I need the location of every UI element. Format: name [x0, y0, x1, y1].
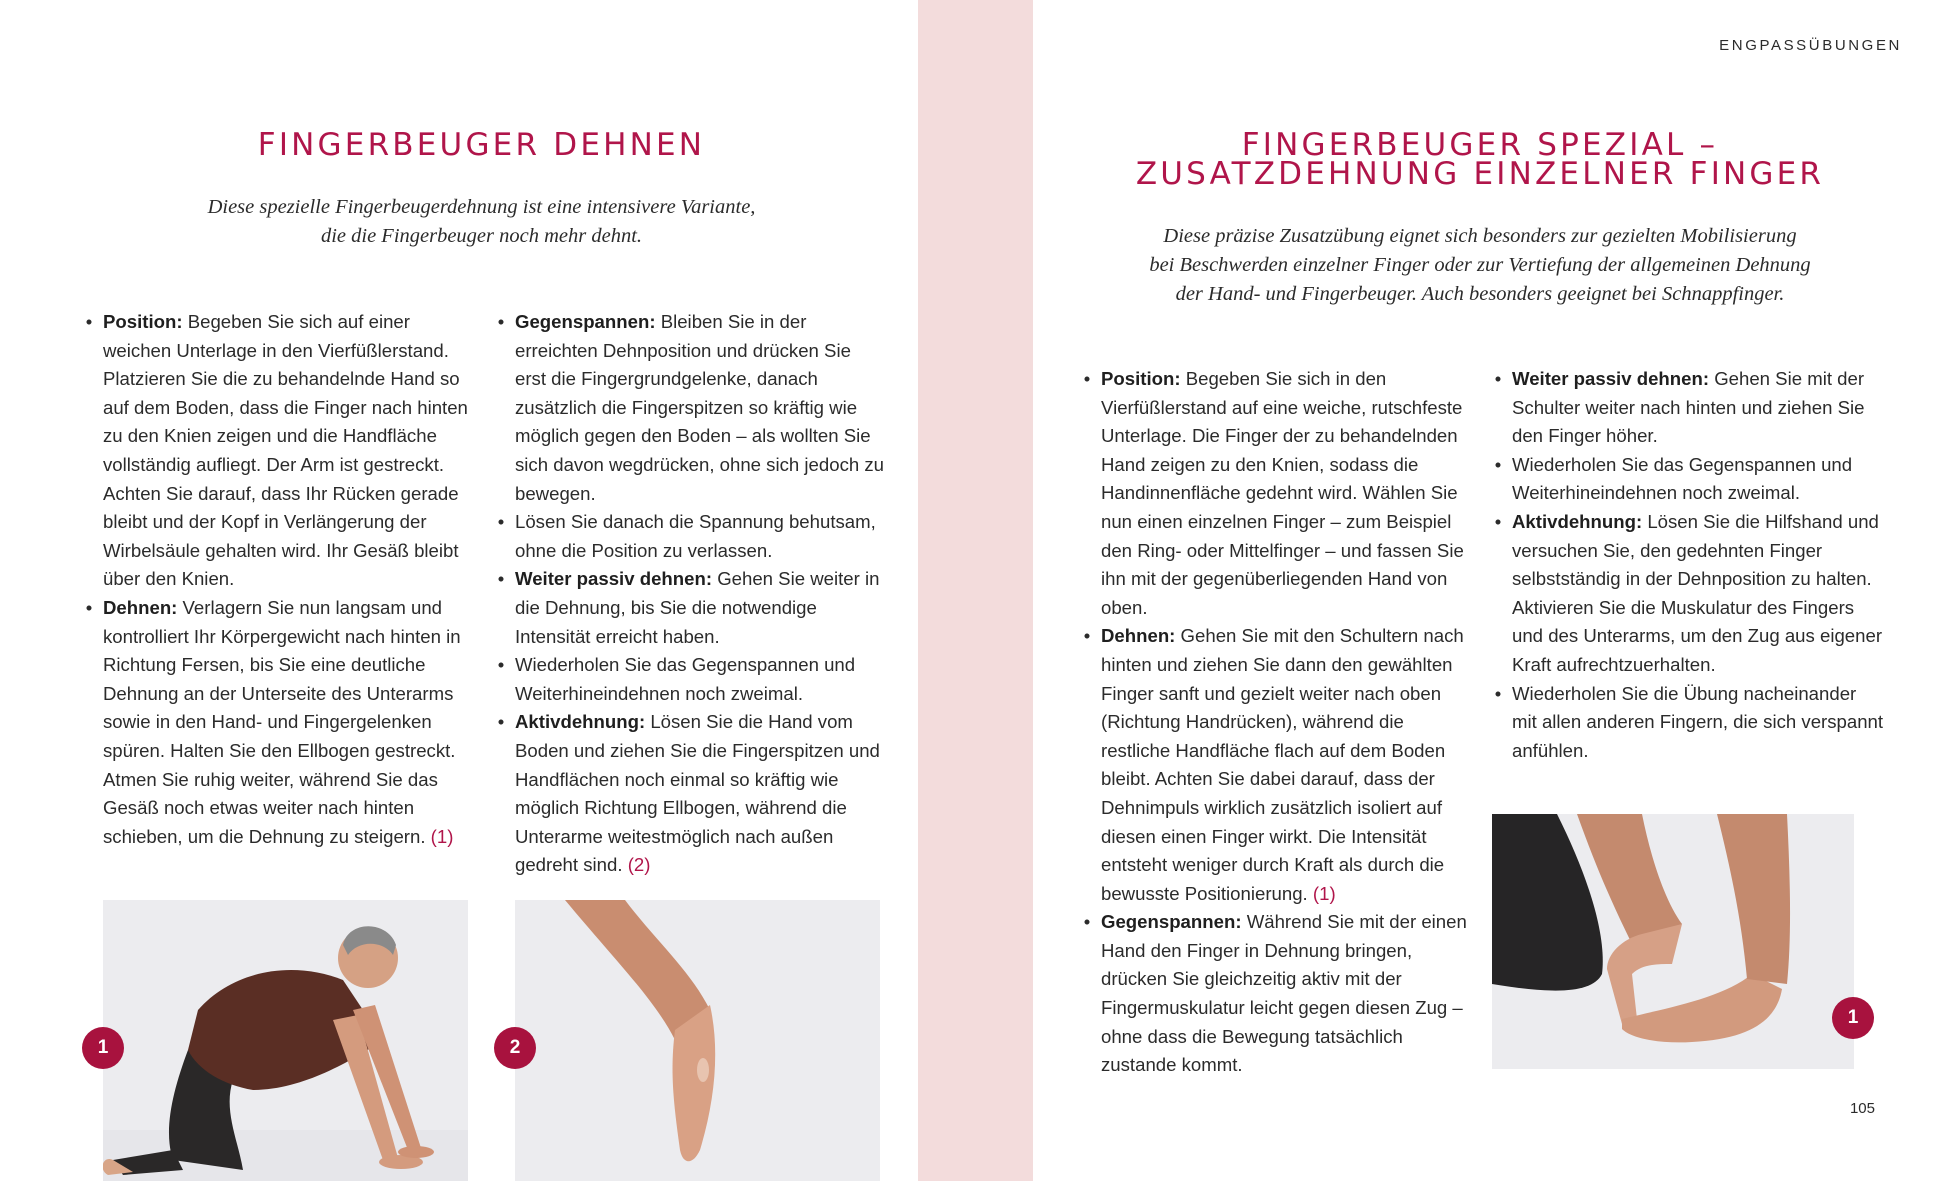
left-page [0, 0, 918, 1181]
item-label: Position: [103, 311, 188, 332]
item-label: Aktivdehnung: [1512, 510, 1648, 532]
item-text: Begeben Sie sich auf einer weichen Unterlage in den Vierfüßlerstand. Platzieren Sie die zu behandelnde Hand so auf dem Boden, dass die Finger nach hinten zu den Knien zeigen und die Handfläche vollständig aufliegt. Der Arm ist gestreckt. Achten Sie darauf, dass Ihr Rücken gerade bleibt und der Kopf in Verlängerung der Wirbelsäule gehalten wird. Ihr Gesäß bleibt über den Knien. [103, 311, 468, 590]
forearm-hand-illustration [515, 900, 880, 1181]
item-text: Lösen Sie danach die Spannung behutsam, ohne die Position zu verlassen. [515, 511, 876, 561]
item-text: Wiederholen Sie das Gegenspannen und Weiterhineindehnen noch zweimal. [515, 654, 856, 704]
bullet-icon: • [497, 311, 505, 332]
item-label: Aktivdehnung: [515, 711, 651, 733]
photo-single-finger-stretch [1492, 814, 1854, 1069]
bullet-icon: • [497, 711, 505, 733]
list-item [1494, 365, 1884, 451]
item-text: Bleiben Sie in der erreichten Dehnposition und drücken Sie erst die Fingergrundgelenke, danach zusätzlich die Fingerspitzen so kräftig wie möglich gegen den Boden – als wollten Sie sich davon wegdrücken, ohne sich jedoch zu bewegen. [515, 311, 885, 504]
bullet-icon: • [1494, 510, 1502, 532]
bullet-icon: • [1083, 625, 1091, 647]
item-label: Dehnen: [1101, 625, 1181, 647]
figure-reference: (1) [430, 825, 454, 847]
figure-badge-1: 1 [82, 1027, 124, 1069]
item-label: Position: [1101, 368, 1186, 389]
item-text: Lösen Sie die Hand vom Boden und ziehen Sie die Fingerspitzen und Handflächen noch einmal so kräftig wie möglich Richtung Ellbogen, während die Unterarme weitestmöglich nach außen gedreht sind. [515, 711, 880, 876]
list-item [497, 651, 887, 708]
item-text: Gehen Sie mit den Schultern nach hinten und ziehen Sie dann den gewählten Finger sanft und gezielt weiter nach oben (Richtung Handrücken), während die restliche Handfläche flach auf dem Boden bleibt. Achten Sie dabei darauf, dass der Dehnimpuls wirklich zusätzlich isoliert auf diesen einen Finger wirkt. Die Intensität entsteht weniger durch Kraft als durch die bewusste Positionierung. [1101, 625, 1464, 904]
item-label: Weiter passiv dehnen: [1512, 368, 1715, 389]
item-label: Gegenspannen: [515, 311, 661, 332]
list-item [497, 308, 887, 508]
page-gutter-band [918, 0, 1033, 1181]
right-column-1 [1083, 365, 1476, 1080]
left-column-2 [497, 308, 887, 880]
title-line: ZUSATZDEHNUNG EINZELNER FINGER [1135, 156, 1825, 192]
list-item [497, 508, 887, 565]
item-text: Gehen Sie mit der Schulter weiter nach hinten und ziehen Sie den Finger höher. [1512, 368, 1865, 447]
bullet-icon: • [1494, 682, 1502, 704]
bullet-icon: • [497, 654, 505, 676]
list-item [1083, 622, 1476, 908]
list-item [1083, 908, 1476, 1080]
lead-line: die die Fingerbeuger noch mehr dehnt. [320, 225, 643, 247]
bullet-icon: • [1083, 911, 1091, 933]
bullet-icon: • [85, 311, 93, 332]
left-column-1 [85, 308, 473, 851]
lead-line: bei Beschwerden einzelner Finger oder zur Vertiefung der allgemeinen Dehnung [1149, 254, 1811, 276]
figure-badge-1: 1 [1832, 997, 1874, 1039]
right-page [1033, 0, 1948, 1181]
item-text: Verlagern Sie nun langsam und kontrolliert Ihr Körpergewicht nach hinten in Richtung Fersen, bis Sie eine deutliche Dehnung an der Unterseite des Unterarms sowie in den Hand- und Fingergelenken spüren. Halten Sie den Ellbogen gestreckt. Atmen Sie ruhig weiter, während Sie das Gesäß noch etwas weiter nach hinten schieben, um die Dehnung zu steigern. [103, 596, 461, 847]
figure-reference: (2) [627, 854, 651, 876]
right-page-lead [1033, 222, 1927, 309]
figure-reference: (1) [1312, 882, 1336, 904]
finger-stretch-illustration [1492, 814, 1854, 1069]
list-item [85, 308, 473, 594]
list-item [497, 565, 887, 651]
list-item [1494, 508, 1884, 680]
item-label: Gegenspannen: [1101, 911, 1247, 933]
list-item [497, 708, 887, 880]
item-label: Dehnen: [103, 596, 183, 618]
left-page-title: FINGERBEUGER DEHNEN [257, 127, 706, 163]
item-text: Während Sie mit der einen Hand den Finger in Dehnung bringen, drücken Sie gleichzeitig aktiv mit der Fingermuskulatur leicht gegen diesen Zug – ohne dass die Bewegung tatsächlich zustande kommt. [1101, 911, 1467, 1076]
item-text: Wiederholen Sie das Gegenspannen und Weiterhineindehnen noch zweimal. [1512, 453, 1853, 504]
left-page-lead [0, 193, 963, 251]
photo-hand-flexed-down [515, 900, 880, 1181]
lead-line: der Hand- und Fingerbeuger. Auch besonders geeignet bei Schnappfinger. [1175, 283, 1785, 305]
list-item [1083, 365, 1476, 622]
lead-line: Diese spezielle Fingerbeugerdehnung ist eine intensivere Variante, [207, 196, 756, 218]
item-text: Wiederholen Sie die Übung nacheinander mit allen anderen Fingern, die sich verspannt anfühlen. [1512, 682, 1884, 761]
list-item [1494, 680, 1884, 766]
item-text: Begeben Sie sich in den Vierfüßlerstand auf eine weiche, rutschfeste Unterlage. Die Finger der zu behandelnden Hand zeigen zu den Knien, sodass die Handinnenfläche gedehnt wird. Wählen Sie nun einen einzelnen Finger – zum Beispiel den Ring- oder Mittelfinger – und fassen Sie ihn mit der gegenüberliegenden Hand von oben. [1101, 368, 1464, 618]
title-line: FINGERBEUGER SPEZIAL – [1241, 127, 1719, 163]
item-label: Weiter passiv dehnen: [515, 568, 718, 590]
kneeling-figure-illustration [103, 900, 468, 1181]
bullet-icon: • [1494, 453, 1502, 475]
bullet-icon: • [85, 596, 93, 618]
item-text: Lösen Sie die Hilfshand und versuchen Sie, den gedehnten Finger selbstständig in der Dehnposition zu halten. Aktivieren Sie die Muskulatur des Fingers und des Unterarms, um den Zug aus eigener Kraft aufrechtzuerhalten. [1512, 510, 1883, 675]
right-page-title [1033, 127, 1927, 192]
page-number: 105 [1849, 1100, 1875, 1117]
bullet-icon: • [1494, 368, 1502, 389]
photo-kneeling-stretch [103, 900, 468, 1181]
running-head: ENGPASSÜBUNGEN [1719, 37, 1902, 54]
bullet-icon: • [497, 568, 505, 590]
bullet-icon: • [1083, 368, 1091, 389]
list-item [85, 594, 473, 851]
bullet-icon: • [497, 511, 505, 533]
list-item [1494, 451, 1884, 508]
right-column-2 [1494, 365, 1884, 765]
figure-badge-2: 2 [494, 1027, 536, 1069]
item-text: Gehen Sie weiter in die Dehnung, bis Sie die notwendige Intensität erreicht haben. [515, 568, 880, 647]
lead-line: Diese präzise Zusatzübung eignet sich besonders zur gezielten Mobilisierung [1163, 225, 1797, 247]
